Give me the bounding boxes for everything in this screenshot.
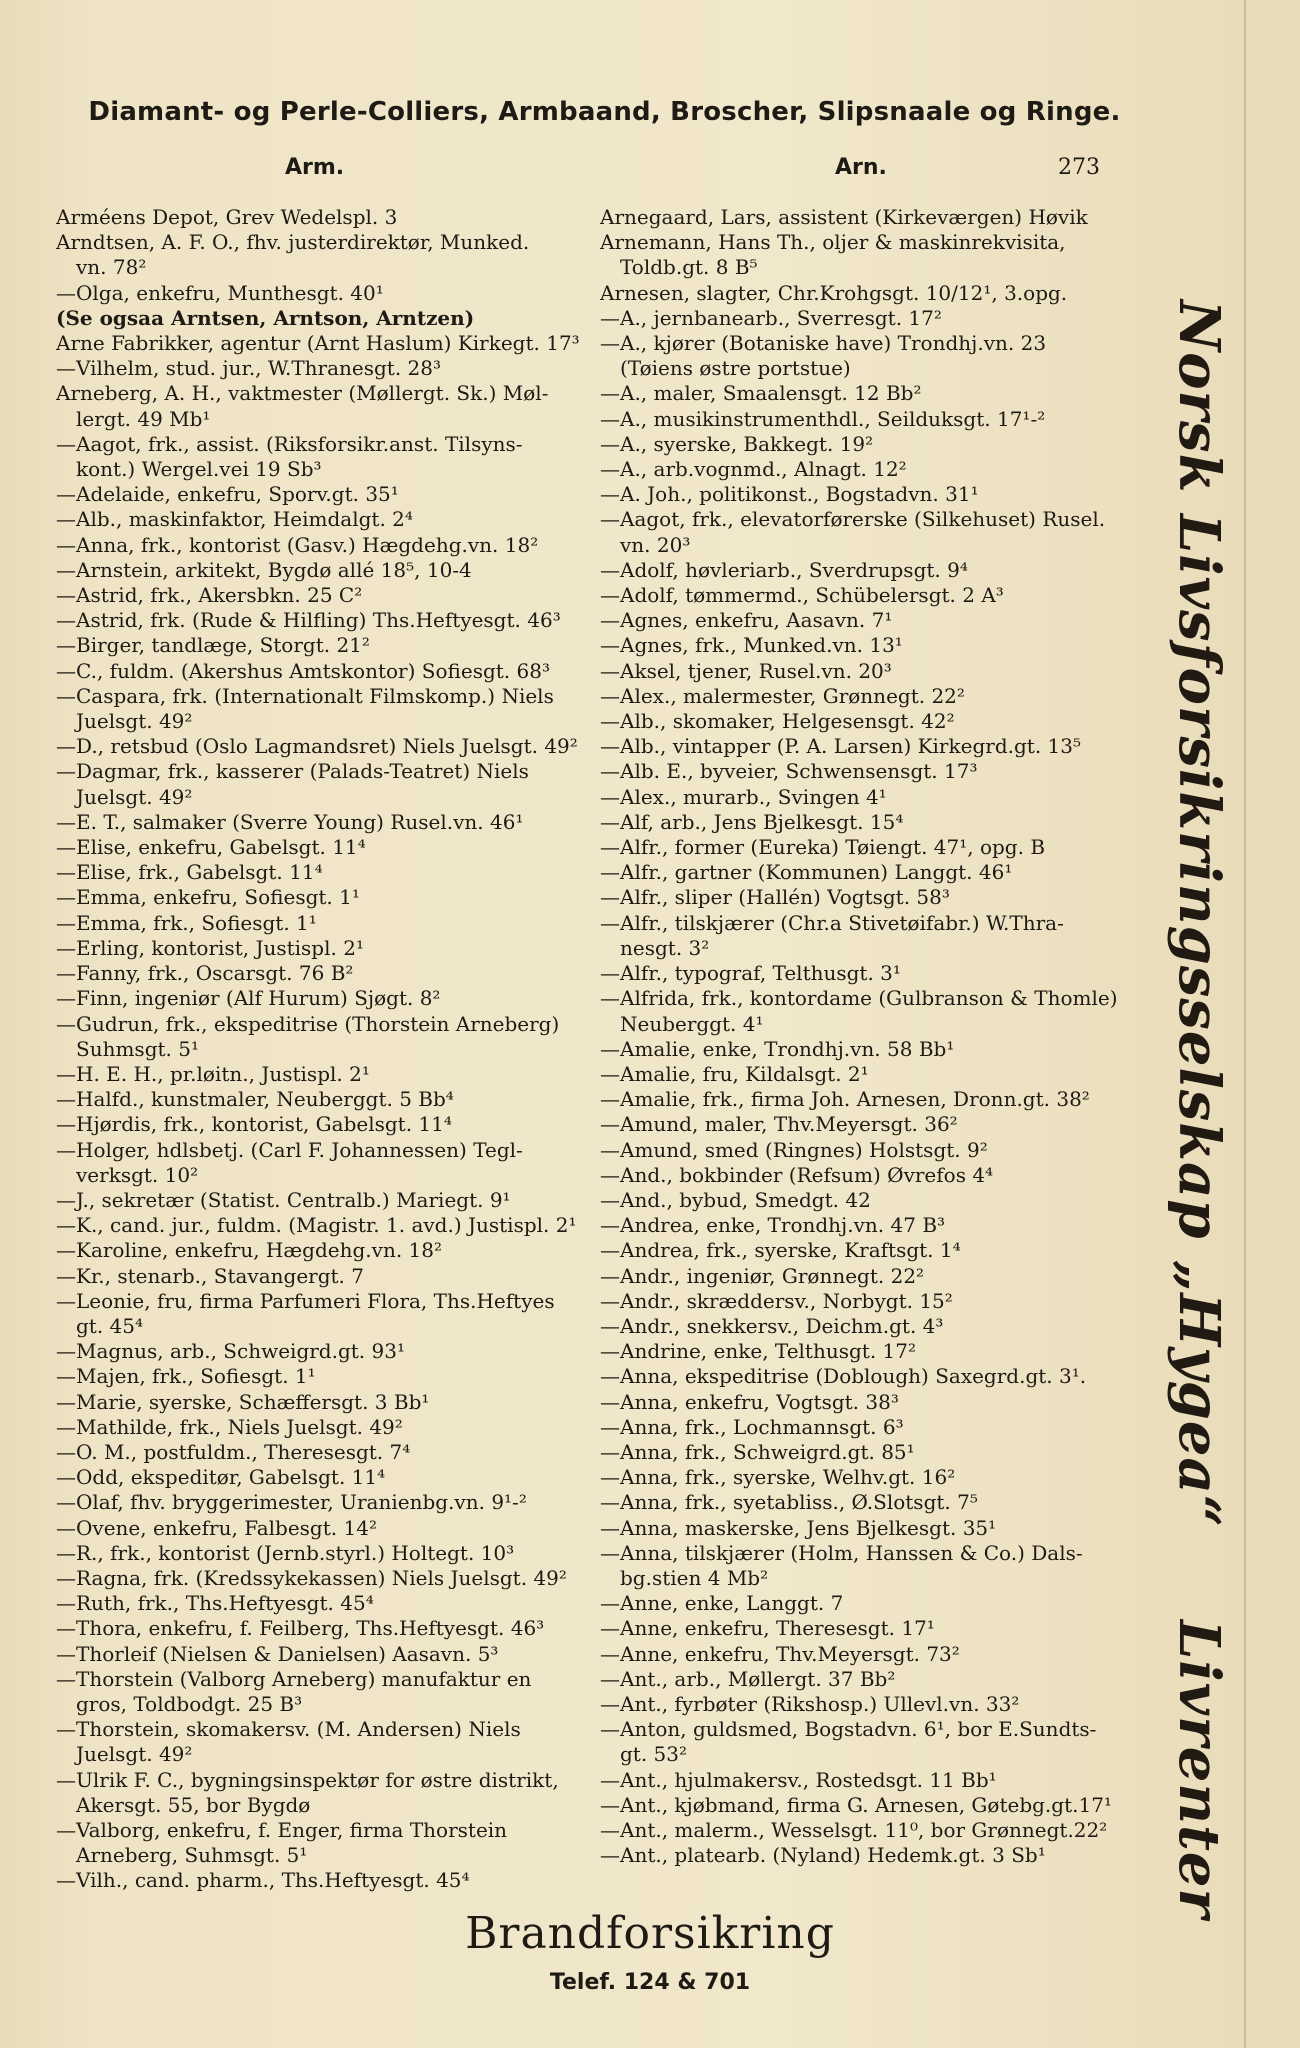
directory-entry-line: (Tøiens østre portstue) bbox=[600, 356, 851, 381]
directory-entry-line: —Leonie, fru, firma Parfumeri Flora, Ths.Heftyes bbox=[56, 1288, 555, 1313]
directory-entry-line: —H. E. H., pr.løitn., Justispl. 2¹ bbox=[56, 1061, 370, 1086]
directory-entry-line: —Vilhelm, stud. jur., W.Thranesgt. 28³ bbox=[56, 356, 442, 381]
running-head-left: Arm. bbox=[285, 155, 345, 180]
directory-entry-line: —Magnus, arb., Schweigrd.gt. 93¹ bbox=[56, 1339, 405, 1364]
advertisement-banner: Diamant- og Perle-Colliers, Armbaand, Broscher, Slipsnaale og Ringe. bbox=[88, 97, 1121, 127]
directory-entry-line: —Alb., skomaker, Helgesensgt. 42² bbox=[600, 709, 955, 734]
directory-entry-line: —O. M., postfuldm., Theresesgt. 7⁴ bbox=[56, 1439, 411, 1464]
footer-telephone: Telef. 124 & 701 bbox=[549, 1970, 751, 1995]
directory-entry-line: —Anne, enkefru, Thv.Meyersgt. 73² bbox=[600, 1641, 960, 1666]
directory-entry-line: —Alex., malermester, Grønnegt. 22² bbox=[600, 683, 965, 708]
directory-entry-line: —Adolf, tømmermd., Schübelersgt. 2 A³ bbox=[600, 583, 1004, 608]
directory-entry-line: —Amalie, fru, Kildalsgt. 2¹ bbox=[600, 1061, 869, 1086]
directory-entry-line: —And., bybud, Smedgt. 42 bbox=[600, 1187, 871, 1212]
directory-entry-line: —Adolf, høvleriarb., Sverdrupsgt. 9⁴ bbox=[600, 557, 968, 582]
directory-entry-line: —Ant., arb., Møllergt. 37 Bb² bbox=[600, 1666, 896, 1691]
directory-entry-line: —Anna, tilskjærer (Holm, Hanssen & Co.) Dals- bbox=[600, 1540, 1083, 1565]
directory-entry-line: gt. 53² bbox=[600, 1742, 688, 1767]
directory-entry-line: —Ant., platearb. (Nyland) Hedemk.gt. 3 Sb¹ bbox=[600, 1843, 1046, 1868]
directory-entry-line: Arnegaard, Lars, assistent (Kirkeværgen) Høvik bbox=[600, 205, 1088, 229]
directory-entry-line: —Emma, enkefru, Sofiesgt. 1¹ bbox=[56, 885, 360, 910]
directory-entry-line: Arne Fabrikker, agentur (Arnt Haslum) Kirkegt. 17³ bbox=[56, 331, 580, 356]
directory-entry-line: —Alfr., sliper (Hallén) Vogtsgt. 58³ bbox=[600, 885, 950, 910]
directory-entry-line: —Astrid, frk. (Rude & Hilfling) Ths.Heftyesgt. 46³ bbox=[56, 608, 561, 633]
directory-entry-line: Toldb.gt. 8 B⁵ bbox=[600, 255, 758, 280]
directory-entry-line: Juelsgt. 49² bbox=[56, 709, 193, 734]
directory-entry-line: —Ovene, enkefru, Falbesgt. 14² bbox=[56, 1515, 377, 1540]
directory-entry-line: —Ant., malerm., Wesselsgt. 11⁰, bor Grønnegt.22² bbox=[600, 1818, 1108, 1842]
directory-entry-line: —Ragna, frk. (Kredssykekassen) Niels Juelsgt. 49² bbox=[56, 1565, 567, 1590]
footer-advertisement-title: Brandforsikring bbox=[465, 1908, 835, 1959]
directory-entry-line: —A., jernbanearb., Sverresgt. 17² bbox=[600, 305, 942, 330]
directory-entry-line: —Marie, syerske, Schæffersgt. 3 Bb¹ bbox=[56, 1389, 430, 1414]
directory-entry-line: Juelsgt. 49² bbox=[56, 1742, 193, 1767]
directory-entry-line: —Alb., vintapper (P. A. Larsen) Kirkegrd.gt. 13⁵ bbox=[600, 734, 1081, 759]
directory-entry-line: —Agnes, frk., Munked.vn. 13¹ bbox=[600, 633, 903, 658]
directory-entry-line: —Odd, ekspeditør, Gabelsgt. 11⁴ bbox=[56, 1465, 386, 1490]
directory-entry-line: gros, Toldbodgt. 25 B³ bbox=[56, 1691, 303, 1716]
directory-entry-line: —Kr., stenarb., Stavangergt. 7 bbox=[56, 1263, 364, 1288]
directory-entry-line: nesgt. 3² bbox=[600, 935, 710, 960]
directory-entry-line: —Majen, frk., Sofiesgt. 1¹ bbox=[56, 1364, 316, 1389]
directory-entry-line: —Arnstein, arkitekt, Bygdø allé 18⁵, 10-4 bbox=[56, 557, 472, 582]
directory-entry-line: —Alfr., former (Eureka) Tøiengt. 47¹, opg. B bbox=[600, 835, 1046, 860]
directory-entry-line: —A. Joh., politikonst., Bogstadvn. 31¹ bbox=[600, 482, 979, 507]
directory-entry-line: —Ant., kjøbmand, firma G. Arnesen, Gøtebg.gt.17¹ bbox=[600, 1792, 1112, 1817]
directory-entry-line: —E. T., salmaker (Sverre Young) Rusel.vn. 46¹ bbox=[56, 809, 524, 834]
directory-entry-line: —Elise, enkefru, Gabelsgt. 11⁴ bbox=[56, 835, 366, 860]
directory-entry-line: —A., maler, Smaalensgt. 12 Bb² bbox=[600, 381, 922, 406]
sidebar-insurer-name: Norsk Livsforsikringsselskap „Hygea“ bbox=[1166, 300, 1232, 1528]
directory-entry-line: —Dagmar, frk., kasserer (Palads-Teatret) Niels bbox=[56, 759, 529, 784]
directory-entry-line: —Emma, frk., Sofiesgt. 1¹ bbox=[56, 910, 317, 935]
directory-entry-line: Arnesen, slagter, Chr.Krohgsgt. 10/12¹, 3.opg. bbox=[600, 280, 1068, 305]
directory-entry-line: —A., syerske, Bakkegt. 19² bbox=[600, 431, 874, 456]
directory-entry-line: —Anna, maskerske, Jens Bjelkesgt. 35¹ bbox=[600, 1515, 997, 1540]
directory-entry-line: Akersgt. 55, bor Bygdø bbox=[56, 1792, 311, 1817]
directory-entry-line: —Anna, frk., Schweigrd.gt. 85¹ bbox=[600, 1439, 915, 1464]
directory-entry-line: —Erling, kontorist, Justispl. 2¹ bbox=[56, 935, 364, 960]
sidebar-product: Livrenter bbox=[1166, 1620, 1232, 1920]
directory-entry-line: Arneberg, Suhmsgt. 5¹ bbox=[56, 1843, 308, 1868]
directory-entry-line: —Anna, frk., syetabliss., Ø.Slotsgt. 7⁵ bbox=[600, 1490, 978, 1515]
directory-entry-line: —Elise, frk., Gabelsgt. 11⁴ bbox=[56, 860, 323, 885]
directory-entry-line: —Olaf, fhv. bryggerimester, Uranienbg.vn. 9¹-² bbox=[56, 1490, 527, 1515]
directory-entry-line: verksgt. 10² bbox=[56, 1162, 199, 1187]
directory-entry-line: kont.) Wergel.vei 19 Sb³ bbox=[56, 457, 322, 482]
directory-entry-line: —Ant., fyrbøter (Rikshosp.) Ullevl.vn. 33² bbox=[600, 1691, 1020, 1716]
page-number: 273 bbox=[1058, 155, 1100, 180]
directory-entry-line: —Aagot, frk., assist. (Riksforsikr.anst. Tilsyns- bbox=[56, 431, 523, 456]
directory-entry-line: —Thorleif (Nielsen & Danielsen) Aasavn. 5³ bbox=[56, 1641, 499, 1666]
directory-entry-line: —Holger, hdlsbetj. (Carl F. Johannessen) Tegl- bbox=[56, 1137, 523, 1162]
directory-entry-line: —Anna, frk., Lochmannsgt. 6³ bbox=[600, 1414, 904, 1439]
directory-entry-line: —Halfd., kunstmaler, Neuberggt. 5 Bb⁴ bbox=[56, 1087, 454, 1112]
directory-entry-line: —Ulrik F. C., bygningsinspektør for østre distrikt, bbox=[56, 1767, 559, 1792]
directory-entry-line: —K., cand. jur., fuldm. (Magistr. 1. avd.) Justispl. 2¹ bbox=[56, 1213, 577, 1238]
directory-entry-line: gt. 45⁴ bbox=[56, 1313, 144, 1338]
directory-entry-line: —Birger, tandlæge, Storgt. 21² bbox=[56, 633, 370, 658]
directory-entry-line: —Gudrun, frk., ekspeditrise (Thorstein Arneberg) bbox=[56, 1011, 560, 1036]
left-column bbox=[56, 205, 596, 1894]
directory-entry-line: —Anne, enke, Langgt. 7 bbox=[600, 1591, 844, 1616]
directory-entry-line: —Alb., maskinfaktor, Heimdalgt. 2⁴ bbox=[56, 507, 413, 532]
directory-entry-line: —Anton, guldsmed, Bogstadvn. 6¹, bor E.Sundts- bbox=[600, 1717, 1097, 1742]
sidebar-advertisement bbox=[1138, 300, 1248, 1940]
directory-entry-line: —Thora, enkefru, f. Feilberg, Ths.Heftyesgt. 46³ bbox=[56, 1616, 545, 1641]
directory-entry-line: —Hjørdis, frk., kontorist, Gabelsgt. 11⁴ bbox=[56, 1112, 452, 1137]
directory-entry-line: lergt. 49 Mb¹ bbox=[56, 406, 211, 431]
directory-entry-line: —Astrid, frk., Akersbkn. 25 C² bbox=[56, 583, 363, 608]
directory-entry-line: —Adelaide, enkefru, Sporv.gt. 35¹ bbox=[56, 482, 399, 507]
directory-entry-line: —Anna, frk., syerske, Welhv.gt. 16² bbox=[600, 1465, 956, 1490]
directory-entry-line: —Andr., skræddersv., Norbygt. 15² bbox=[600, 1288, 953, 1313]
directory-entry-line: —A., arb.vognmd., Alnagt. 12² bbox=[600, 457, 907, 482]
directory-entry-line: —Anne, enkefru, Theresesgt. 17¹ bbox=[600, 1616, 935, 1641]
directory-entry-line: —Fanny, frk., Oscarsgt. 76 B² bbox=[56, 961, 354, 986]
directory-entry-line: vn. 20³ bbox=[600, 532, 691, 557]
directory-entry-line: —A., musikinstrumenthdl., Seilduksgt. 17¹-² bbox=[600, 406, 1046, 431]
directory-entry-line: —R., frk., kontorist (Jernb.styrl.) Holtegt. 10³ bbox=[56, 1540, 515, 1565]
directory-entry-line: (Se ogsaa Arntsen, Arntson, Arntzen) bbox=[56, 305, 475, 330]
directory-entry-line: —Ruth, frk., Ths.Heftyesgt. 45⁴ bbox=[56, 1591, 374, 1616]
directory-entry-line: Arndtsen, A. F. O., fhv. justerdirektør, Munked. bbox=[56, 230, 530, 255]
directory-entry-line: —Alfr., typograf, Telthusgt. 3¹ bbox=[600, 961, 901, 986]
directory-entry-line: —Andrine, enke, Telthusgt. 17² bbox=[600, 1339, 917, 1364]
directory-entry-line: —Ant., hjulmakersv., Rostedsgt. 11 Bb¹ bbox=[600, 1767, 997, 1792]
directory-entry-line: —D., retsbud (Oslo Lagmandsret) Niels Juelsgt. 49² bbox=[56, 734, 578, 759]
directory-entry-line: —Andr., ingeniør, Grønnegt. 22² bbox=[600, 1263, 925, 1288]
directory-entry-line: —Alb. E., byveier, Schwensensgt. 17³ bbox=[600, 759, 978, 784]
directory-entry-line: —Alf, arb., Jens Bjelkesgt. 15⁴ bbox=[600, 809, 904, 834]
directory-entry-line: —Alex., murarb., Svingen 4¹ bbox=[600, 784, 887, 809]
directory-entry-line: —Alfr., tilskjærer (Chr.a Stivetøifabr.) W.Thra- bbox=[600, 910, 1064, 935]
directory-entry-line: —Alfr., gartner (Kommunen) Langgt. 46¹ bbox=[600, 860, 1013, 885]
directory-entry-line: —Alfrida, frk., kontordame (Gulbranson & Thomle) bbox=[600, 986, 1118, 1011]
directory-entry-line: Neuberggt. 4¹ bbox=[600, 1011, 764, 1036]
directory-entry-line: —Anna, frk., kontorist (Gasv.) Hægdehg.vn. 18² bbox=[56, 532, 539, 557]
right-column bbox=[600, 205, 1140, 1868]
directory-entry-line: —Valborg, enkefru, f. Enger, firma Thorstein bbox=[56, 1818, 508, 1842]
directory-entry-line: bg.stien 4 Mb² bbox=[600, 1565, 769, 1590]
directory-entry-line: —Caspara, frk. (Internationalt Filmskomp.) Niels bbox=[56, 683, 554, 708]
directory-entry-line: Arnemann, Hans Th., oljer & maskinrekvisita, bbox=[600, 230, 1066, 255]
directory-entry-line: Arméens Depot, Grev Wedelspl. 3 bbox=[56, 205, 398, 229]
directory-entry-line: —Vilh., cand. pharm., Ths.Heftyesgt. 45⁴ bbox=[56, 1868, 470, 1893]
directory-entry-line: —Amalie, frk., firma Joh. Arnesen, Dronn.gt. 38² bbox=[600, 1087, 1090, 1112]
directory-entry-line: —J., sekretær (Statist. Centralb.) Mariegt. 9¹ bbox=[56, 1187, 511, 1212]
directory-entry-line: —C., fuldm. (Akershus Amtskontor) Sofiesgt. 68³ bbox=[56, 658, 550, 683]
directory-entry-line: —Andrea, frk., syerske, Kraftsgt. 1⁴ bbox=[600, 1238, 961, 1263]
directory-entry-line: —Thorstein (Valborg Arneberg) manufaktur en bbox=[56, 1666, 532, 1691]
directory-entry-line: —Thorstein, skomakersv. (M. Andersen) Niels bbox=[56, 1717, 521, 1742]
directory-entry-line: —Anna, ekspeditrise (Doblough) Saxegrd.gt. 3¹. bbox=[600, 1364, 1087, 1389]
directory-entry-line: vn. 78² bbox=[56, 255, 147, 280]
directory-entry-line: —A., kjører (Botaniske have) Trondhj.vn. 23 bbox=[600, 331, 1047, 356]
directory-entry-line: —Andrea, enke, Trondhj.vn. 47 B³ bbox=[600, 1213, 946, 1238]
directory-entry-line: —Andr., snekkersv., Deichm.gt. 4³ bbox=[600, 1313, 944, 1338]
directory-entry-line: —And., bokbinder (Refsum) Øvrefos 4⁴ bbox=[600, 1162, 994, 1187]
directory-entry-line: Arneberg, A. H., vaktmester (Møllergt. Sk.) Møl- bbox=[56, 381, 549, 406]
directory-entry-line: —Aksel, tjener, Rusel.vn. 20³ bbox=[600, 658, 892, 683]
directory-entry-line: Juelsgt. 49² bbox=[56, 784, 193, 809]
directory-entry-line: —Karoline, enkefru, Hægdehg.vn. 18² bbox=[56, 1238, 443, 1263]
directory-entry-line: —Olga, enkefru, Munthesgt. 40¹ bbox=[56, 280, 384, 305]
directory-entry-line: Suhmsgt. 5¹ bbox=[56, 1036, 199, 1061]
directory-entry-line: —Agnes, enkefru, Aasavn. 7¹ bbox=[600, 608, 893, 633]
directory-entry-line: —Amalie, enke, Trondhj.vn. 58 Bb¹ bbox=[600, 1036, 955, 1061]
directory-entry-line: —Anna, enkefru, Vogtsgt. 38³ bbox=[600, 1389, 899, 1414]
running-head-right: Arn. bbox=[835, 155, 887, 180]
directory-entry-line: —Finn, ingeniør (Alf Hurum) Sjøgt. 8² bbox=[56, 986, 441, 1011]
directory-entry-line: —Amund, maler, Thv.Meyersgt. 36² bbox=[600, 1112, 958, 1137]
directory-entry-line: —Mathilde, frk., Niels Juelsgt. 49² bbox=[56, 1414, 403, 1439]
directory-entry-line: —Aagot, frk., elevatorførerske (Silkehuset) Rusel. bbox=[600, 507, 1106, 532]
directory-entry-line: —Amund, smed (Ringnes) Holstsgt. 9² bbox=[600, 1137, 988, 1162]
